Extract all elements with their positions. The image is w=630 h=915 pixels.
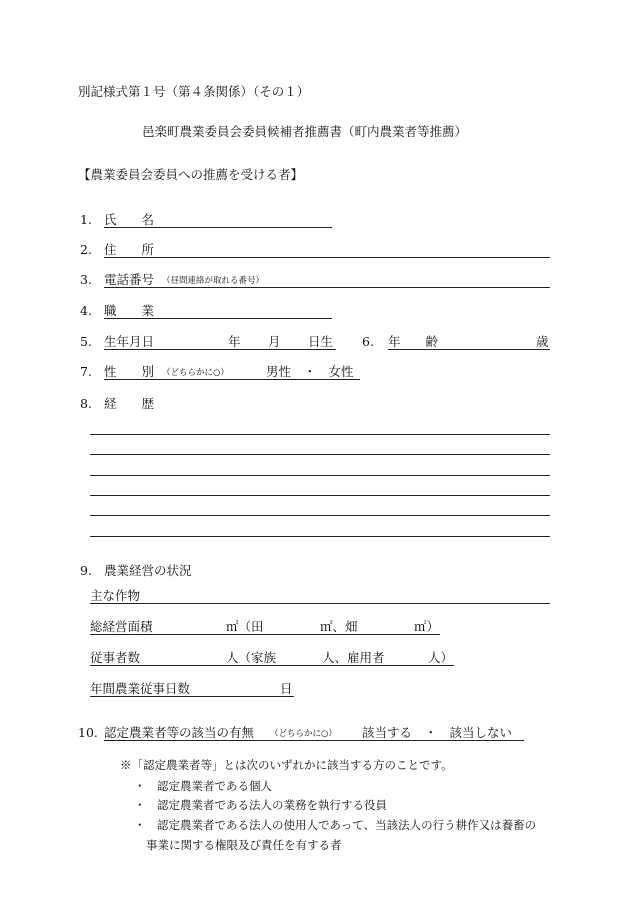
- item-number: 5.: [80, 334, 92, 349]
- workers-unit-total: 人（家族: [226, 650, 277, 665]
- area-unit-total: ㎡（田: [226, 619, 264, 634]
- workers-label: 従事者数: [90, 650, 141, 665]
- area-field[interactable]: [90, 634, 440, 635]
- address-label: 住 所: [104, 242, 155, 257]
- item-number: 1.: [80, 212, 92, 227]
- workers-unit-family: 人、雇用者: [322, 650, 385, 665]
- birthdate-field[interactable]: [104, 349, 336, 350]
- history-line[interactable]: [90, 454, 550, 455]
- item-number: 9.: [80, 563, 92, 578]
- certified-options[interactable]: 該当する ・ 該当しない: [362, 725, 513, 740]
- certified-note: （どちらかに○）: [270, 729, 337, 739]
- certified-bullet: ・ 認定農業者である法人の使用人であって、当該法人の行う耕作又は養畜の: [134, 818, 537, 832]
- history-label: 経 歴: [104, 396, 155, 411]
- history-line[interactable]: [90, 495, 550, 496]
- area-unit-field: ㎡）: [414, 619, 440, 634]
- item-number: 10.: [78, 725, 98, 740]
- days-unit: 日: [280, 681, 293, 696]
- crops-label: 主な作物: [90, 588, 141, 603]
- days-field[interactable]: [90, 696, 294, 697]
- crops-field[interactable]: [90, 603, 550, 604]
- item-number: 6.: [362, 334, 374, 349]
- gender-field: [104, 379, 360, 380]
- workers-field[interactable]: [90, 665, 454, 666]
- history-line[interactable]: [90, 515, 550, 516]
- certified-bullet: ・ 認定農業者である法人の業務を執行する役員: [134, 798, 387, 812]
- history-line[interactable]: [90, 536, 550, 537]
- form-reference: 別記様式第１号（第４条関係）（その１）: [78, 84, 310, 99]
- form-title: 邑楽町農業委員会委員候補者推薦書（町内農業者等推薦）: [142, 124, 468, 139]
- name-label: 氏 名: [104, 212, 155, 227]
- birth-day-unit: 日生: [308, 334, 334, 349]
- history-line[interactable]: [90, 434, 550, 435]
- birth-year-unit: 年: [228, 334, 241, 349]
- days-label: 年間農業従事日数: [90, 681, 191, 696]
- item-number: 4.: [80, 303, 92, 318]
- section-heading: 【農業委員会委員への推薦を受ける者】: [78, 167, 304, 182]
- birth-month-unit: 月: [268, 334, 281, 349]
- history-line[interactable]: [90, 475, 550, 476]
- age-unit: 歳: [536, 334, 549, 349]
- item-number: 8.: [80, 396, 92, 411]
- item-number: 7.: [80, 364, 92, 379]
- item-number: 3.: [80, 272, 92, 287]
- farming-heading: 農業経営の状況: [104, 563, 192, 578]
- gender-note: （どちらかに○）: [162, 368, 229, 378]
- phone-note: （昼間連絡が取れる番号）: [162, 276, 265, 286]
- area-label: 総経営面積: [90, 619, 153, 634]
- occupation-field[interactable]: [104, 318, 332, 319]
- age-label: 年 齢: [388, 334, 439, 349]
- phone-field[interactable]: [104, 287, 550, 288]
- gender-options[interactable]: 男性 ・ 女性: [266, 364, 354, 379]
- certified-label: 認定農業者等の該当の有無: [104, 725, 255, 740]
- workers-unit-employee: 人）: [428, 650, 454, 665]
- age-field[interactable]: [388, 349, 550, 350]
- certified-bullet-continuation: 事業に関する権限及び責任を有する者: [146, 838, 342, 852]
- phone-label: 電話番号: [104, 272, 155, 287]
- certified-bullet: ・ 認定農業者である個人: [134, 779, 272, 793]
- gender-label: 性 別: [104, 364, 155, 379]
- area-unit-paddy: ㎡、畑: [320, 619, 358, 634]
- name-field[interactable]: [104, 227, 332, 228]
- certified-field: [104, 740, 524, 741]
- occupation-label: 職 業: [104, 303, 155, 318]
- address-field[interactable]: [104, 257, 550, 258]
- birthdate-label: 生年月日: [104, 334, 155, 349]
- item-number: 2.: [80, 242, 92, 257]
- certified-explanation: ※「認定農業者等」とは次のいずれかに該当する方のことです。: [120, 758, 453, 772]
